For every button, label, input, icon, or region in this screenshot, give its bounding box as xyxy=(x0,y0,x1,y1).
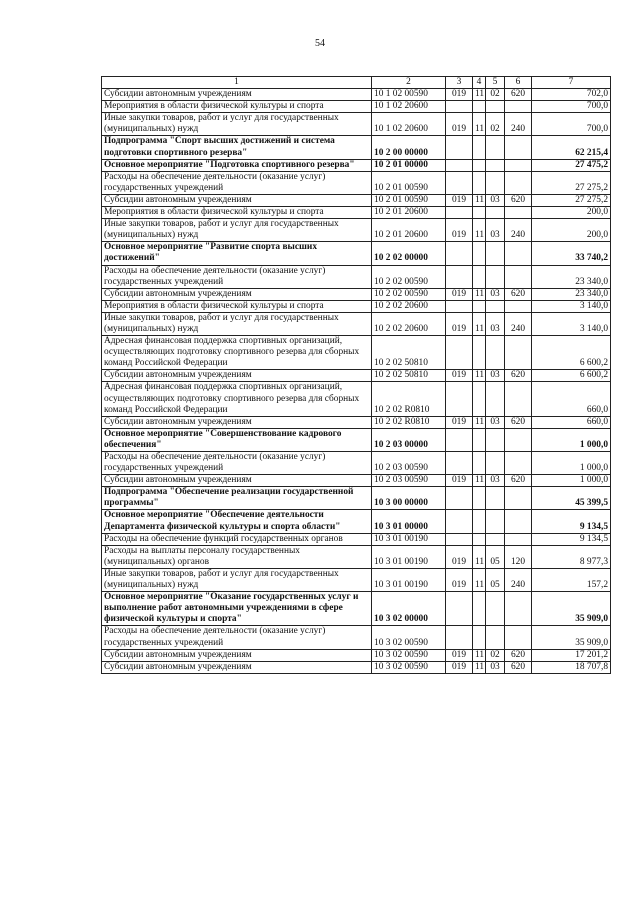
amount-cell: 45 399,5 xyxy=(532,487,611,510)
target-code-cell: 10 3 01 00000 xyxy=(372,510,446,533)
rz-code-cell: 11 xyxy=(473,568,486,591)
rz-code-cell xyxy=(473,336,486,370)
rz-code-cell xyxy=(473,626,486,649)
gr-code-cell: 019 xyxy=(446,370,473,382)
vr-code-cell: 620 xyxy=(505,370,532,382)
rz-code-cell xyxy=(473,592,486,626)
item-name-cell: Иные закупки товаров, работ и услуг для государственных (муниципальных) нужд xyxy=(102,568,372,591)
item-name-cell: Расходы на обеспечение деятельности (оказание услуг) государственных учреждений xyxy=(102,452,372,475)
pr-code-cell: 05 xyxy=(486,568,505,591)
amount-cell: 157,2 xyxy=(532,568,611,591)
item-name-cell: Субсидии автономным учреждениям xyxy=(102,370,372,382)
table-row xyxy=(102,649,611,661)
item-name-cell: Субсидии автономным учреждениям xyxy=(102,288,372,300)
target-code-cell: 10 3 02 00000 xyxy=(372,592,446,626)
item-name-cell: Субсидии автономным учреждениям xyxy=(102,661,372,673)
item-name-cell: Основное мероприятие "Развитие спорта высших достижений" xyxy=(102,242,372,265)
amount-cell: 27 275,2 xyxy=(532,194,611,206)
vr-code-cell xyxy=(505,101,532,113)
target-code-cell: 10 3 01 00190 xyxy=(372,568,446,591)
gr-code-cell: 019 xyxy=(446,568,473,591)
pr-code-cell xyxy=(486,242,505,265)
amount-cell: 6 600,2 xyxy=(532,336,611,370)
pr-code-cell: 02 xyxy=(486,649,505,661)
item-name-cell: Подпрограмма "Обеспечение реализации государственной программы" xyxy=(102,487,372,510)
pr-code-cell xyxy=(486,452,505,475)
target-code-cell: 10 2 03 00000 xyxy=(372,428,446,451)
table-row xyxy=(102,312,611,335)
gr-code-cell: 019 xyxy=(446,661,473,673)
vr-code-cell: 240 xyxy=(505,568,532,591)
gr-code-cell xyxy=(446,510,473,533)
item-name-cell: Мероприятия в области физической культуры и спорта xyxy=(102,101,372,113)
vr-code-cell: 620 xyxy=(505,661,532,673)
gr-code-cell xyxy=(446,336,473,370)
amount-cell: 3 140,0 xyxy=(532,312,611,335)
vr-code-cell: 620 xyxy=(505,416,532,428)
rz-code-cell xyxy=(473,300,486,312)
pr-code-cell xyxy=(486,101,505,113)
item-name-cell: Расходы на обеспечение деятельности (оказание услуг) государственных учреждений xyxy=(102,171,372,194)
vr-code-cell xyxy=(505,428,532,451)
vr-code-cell xyxy=(505,382,532,416)
target-code-cell: 10 2 02 00000 xyxy=(372,242,446,265)
gr-code-cell: 019 xyxy=(446,219,473,242)
gr-code-cell xyxy=(446,533,473,545)
rz-code-cell xyxy=(473,265,486,288)
gr-code-cell xyxy=(446,159,473,171)
target-code-cell: 10 2 02 00590 xyxy=(372,265,446,288)
rz-code-cell: 11 xyxy=(473,89,486,101)
gr-code-cell: 019 xyxy=(446,194,473,206)
table-row xyxy=(102,265,611,288)
target-code-cell: 10 2 02 00590 xyxy=(372,288,446,300)
pr-code-cell: 02 xyxy=(486,89,505,101)
table-row xyxy=(102,101,611,113)
vr-code-cell xyxy=(505,336,532,370)
pr-code-cell: 03 xyxy=(486,288,505,300)
item-name-cell: Расходы на выплаты персоналу государственных (муниципальных) органов xyxy=(102,545,372,568)
amount-cell: 17 201,2 xyxy=(532,649,611,661)
gr-code-cell xyxy=(446,382,473,416)
vr-code-cell xyxy=(505,265,532,288)
pr-code-cell: 02 xyxy=(486,113,505,136)
rz-code-cell: 11 xyxy=(473,416,486,428)
target-code-cell: 10 2 02 20600 xyxy=(372,312,446,335)
pr-code-cell xyxy=(486,336,505,370)
target-code-cell: 10 1 02 00590 xyxy=(372,89,446,101)
item-name-cell: Основное мероприятие "Обеспечение деятельности Департамента физической культуры и спорта области" xyxy=(102,510,372,533)
pr-code-cell xyxy=(486,510,505,533)
rz-code-cell: 11 xyxy=(473,545,486,568)
rz-code-cell xyxy=(473,101,486,113)
item-name-cell: Основное мероприятие "Подготовка спортивного резерва" xyxy=(102,159,372,171)
table-row xyxy=(102,661,611,673)
amount-cell: 23 340,0 xyxy=(532,288,611,300)
amount-cell: 700,0 xyxy=(532,101,611,113)
vr-code-cell xyxy=(505,487,532,510)
gr-code-cell xyxy=(446,626,473,649)
gr-code-cell xyxy=(446,101,473,113)
item-name-cell: Иные закупки товаров, работ и услуг для государственных (муниципальных) нужд xyxy=(102,113,372,136)
rz-code-cell xyxy=(473,533,486,545)
pr-code-cell: 03 xyxy=(486,194,505,206)
table-row xyxy=(102,336,611,370)
target-code-cell: 10 2 01 00000 xyxy=(372,159,446,171)
item-name-cell: Расходы на обеспечение деятельности (оказание услуг) государственных учреждений xyxy=(102,626,372,649)
target-code-cell: 10 2 01 20600 xyxy=(372,207,446,219)
amount-cell: 3 140,0 xyxy=(532,300,611,312)
vr-code-cell: 240 xyxy=(505,312,532,335)
vr-code-cell xyxy=(505,159,532,171)
rz-code-cell: 11 xyxy=(473,194,486,206)
table-row xyxy=(102,300,611,312)
gr-code-cell xyxy=(446,242,473,265)
amount-cell: 23 340,0 xyxy=(532,265,611,288)
pr-code-cell xyxy=(486,533,505,545)
budget-table xyxy=(101,76,611,674)
table-row xyxy=(102,452,611,475)
amount-cell: 35 909,0 xyxy=(532,592,611,626)
pr-code-cell: 03 xyxy=(486,416,505,428)
target-code-cell: 10 2 02 20600 xyxy=(372,300,446,312)
amount-cell: 6 600,2 xyxy=(532,370,611,382)
header-cell: 1 xyxy=(102,77,372,89)
table-row xyxy=(102,89,611,101)
vr-code-cell xyxy=(505,592,532,626)
vr-code-cell: 240 xyxy=(505,219,532,242)
target-code-cell: 10 2 03 00590 xyxy=(372,475,446,487)
rz-code-cell xyxy=(473,428,486,451)
header-cell: 3 xyxy=(446,77,473,89)
amount-cell: 62 215,4 xyxy=(532,136,611,159)
table-row xyxy=(102,370,611,382)
vr-code-cell xyxy=(505,300,532,312)
table-row xyxy=(102,136,611,159)
table-row xyxy=(102,382,611,416)
pr-code-cell xyxy=(486,626,505,649)
amount-cell: 200,0 xyxy=(532,219,611,242)
vr-code-cell: 620 xyxy=(505,288,532,300)
gr-code-cell: 019 xyxy=(446,89,473,101)
vr-code-cell xyxy=(505,136,532,159)
table-row xyxy=(102,416,611,428)
vr-code-cell: 240 xyxy=(505,113,532,136)
table-row xyxy=(102,194,611,206)
item-name-cell: Подпрограмма "Спорт высших достижений и система подготовки спортивного резерва" xyxy=(102,136,372,159)
gr-code-cell xyxy=(446,265,473,288)
target-code-cell: 10 3 02 00590 xyxy=(372,661,446,673)
rz-code-cell xyxy=(473,452,486,475)
item-name-cell: Основное мероприятие "Оказание государственных услуг и выполнение работ автономными учреждениями в сфере физической культуры и спорта" xyxy=(102,592,372,626)
item-name-cell: Основное мероприятие "Совершенствование кадрового обеспечения" xyxy=(102,428,372,451)
vr-code-cell xyxy=(505,533,532,545)
table-row xyxy=(102,626,611,649)
item-name-cell: Субсидии автономным учреждениям xyxy=(102,475,372,487)
vr-code-cell xyxy=(505,452,532,475)
header-cell: 6 xyxy=(505,77,532,89)
target-code-cell: 10 2 01 00590 xyxy=(372,171,446,194)
pr-code-cell xyxy=(486,171,505,194)
pr-code-cell xyxy=(486,159,505,171)
target-code-cell: 10 3 01 00190 xyxy=(372,545,446,568)
gr-code-cell xyxy=(446,428,473,451)
rz-code-cell xyxy=(473,207,486,219)
gr-code-cell: 019 xyxy=(446,312,473,335)
rz-code-cell: 11 xyxy=(473,370,486,382)
target-code-cell: 10 3 02 00590 xyxy=(372,649,446,661)
target-code-cell: 10 2 01 20600 xyxy=(372,219,446,242)
pr-code-cell xyxy=(486,428,505,451)
rz-code-cell xyxy=(473,171,486,194)
gr-code-cell: 019 xyxy=(446,113,473,136)
target-code-cell: 10 1 02 20600 xyxy=(372,101,446,113)
target-code-cell: 10 3 02 00590 xyxy=(372,626,446,649)
gr-code-cell xyxy=(446,452,473,475)
amount-cell: 27 475,2 xyxy=(532,159,611,171)
amount-cell: 27 275,2 xyxy=(532,171,611,194)
gr-code-cell: 019 xyxy=(446,649,473,661)
item-name-cell: Субсидии автономным учреждениям xyxy=(102,649,372,661)
table-row xyxy=(102,545,611,568)
item-name-cell: Мероприятия в области физической культуры и спорта xyxy=(102,207,372,219)
rz-code-cell: 11 xyxy=(473,288,486,300)
target-code-cell: 10 3 01 00190 xyxy=(372,533,446,545)
target-code-cell: 10 2 03 00590 xyxy=(372,452,446,475)
table-row xyxy=(102,219,611,242)
vr-code-cell: 620 xyxy=(505,194,532,206)
rz-code-cell xyxy=(473,382,486,416)
table-row xyxy=(102,288,611,300)
amount-cell: 660,0 xyxy=(532,382,611,416)
rz-code-cell: 11 xyxy=(473,219,486,242)
table-row xyxy=(102,592,611,626)
table-row xyxy=(102,487,611,510)
amount-cell: 33 740,2 xyxy=(532,242,611,265)
rz-code-cell xyxy=(473,510,486,533)
amount-cell: 18 707,8 xyxy=(532,661,611,673)
item-name-cell: Адресная финансовая поддержка спортивных организаций, осуществляющих подготовку спортивного резерва для сборных команд Российской Федерации xyxy=(102,336,372,370)
amount-cell: 8 977,3 xyxy=(532,545,611,568)
gr-code-cell xyxy=(446,207,473,219)
vr-code-cell xyxy=(505,626,532,649)
rz-code-cell xyxy=(473,136,486,159)
vr-code-cell: 620 xyxy=(505,649,532,661)
table-row xyxy=(102,207,611,219)
target-code-cell: 10 3 00 00000 xyxy=(372,487,446,510)
vr-code-cell xyxy=(505,242,532,265)
target-code-cell: 10 2 02 50810 xyxy=(372,370,446,382)
table-row xyxy=(102,159,611,171)
amount-cell: 35 909,0 xyxy=(532,626,611,649)
pr-code-cell: 03 xyxy=(486,475,505,487)
gr-code-cell: 019 xyxy=(446,475,473,487)
table-row xyxy=(102,568,611,591)
header-cell: 4 xyxy=(473,77,486,89)
amount-cell: 702,0 xyxy=(532,89,611,101)
pr-code-cell xyxy=(486,487,505,510)
rz-code-cell: 11 xyxy=(473,475,486,487)
item-name-cell: Субсидии автономным учреждениям xyxy=(102,194,372,206)
target-code-cell: 10 1 02 20600 xyxy=(372,113,446,136)
table-row xyxy=(102,510,611,533)
amount-cell: 1 000,0 xyxy=(532,452,611,475)
rz-code-cell: 11 xyxy=(473,661,486,673)
amount-cell: 700,0 xyxy=(532,113,611,136)
pr-code-cell xyxy=(486,265,505,288)
target-code-cell: 10 2 02 R0810 xyxy=(372,416,446,428)
amount-cell: 660,0 xyxy=(532,416,611,428)
pr-code-cell xyxy=(486,136,505,159)
pr-code-cell xyxy=(486,300,505,312)
header-cell: 5 xyxy=(486,77,505,89)
header-cell: 2 xyxy=(372,77,446,89)
vr-code-cell: 620 xyxy=(505,475,532,487)
target-code-cell: 10 2 02 50810 xyxy=(372,336,446,370)
table-row xyxy=(102,113,611,136)
amount-cell: 1 000,0 xyxy=(532,475,611,487)
vr-code-cell xyxy=(505,510,532,533)
table-row xyxy=(102,533,611,545)
pr-code-cell: 03 xyxy=(486,219,505,242)
item-name-cell: Субсидии автономным учреждениям xyxy=(102,416,372,428)
item-name-cell: Иные закупки товаров, работ и услуг для государственных (муниципальных) нужд xyxy=(102,312,372,335)
vr-code-cell xyxy=(505,207,532,219)
item-name-cell: Субсидии автономным учреждениям xyxy=(102,89,372,101)
item-name-cell: Мероприятия в области физической культуры и спорта xyxy=(102,300,372,312)
gr-code-cell xyxy=(446,300,473,312)
table-row xyxy=(102,171,611,194)
amount-cell: 9 134,5 xyxy=(532,510,611,533)
pr-code-cell xyxy=(486,207,505,219)
rz-code-cell xyxy=(473,242,486,265)
amount-cell: 9 134,5 xyxy=(532,533,611,545)
target-code-cell: 10 2 00 00000 xyxy=(372,136,446,159)
target-code-cell: 10 2 02 R0810 xyxy=(372,382,446,416)
gr-code-cell: 019 xyxy=(446,288,473,300)
pr-code-cell xyxy=(486,382,505,416)
page-number: 54 xyxy=(315,38,325,49)
rz-code-cell: 11 xyxy=(473,312,486,335)
pr-code-cell: 05 xyxy=(486,545,505,568)
vr-code-cell xyxy=(505,171,532,194)
table-row xyxy=(102,475,611,487)
vr-code-cell: 620 xyxy=(505,89,532,101)
item-name-cell: Расходы на обеспечение функций государственных органов xyxy=(102,533,372,545)
rz-code-cell xyxy=(473,159,486,171)
header-row xyxy=(102,77,611,89)
gr-code-cell xyxy=(446,136,473,159)
item-name-cell: Иные закупки товаров, работ и услуг для государственных (муниципальных) нужд xyxy=(102,219,372,242)
rz-code-cell xyxy=(473,487,486,510)
gr-code-cell xyxy=(446,171,473,194)
amount-cell: 1 000,0 xyxy=(532,428,611,451)
rz-code-cell: 11 xyxy=(473,649,486,661)
item-name-cell: Расходы на обеспечение деятельности (оказание услуг) государственных учреждений xyxy=(102,265,372,288)
gr-code-cell xyxy=(446,592,473,626)
header-cell: 7 xyxy=(532,77,611,89)
pr-code-cell xyxy=(486,592,505,626)
table-row xyxy=(102,242,611,265)
pr-code-cell: 03 xyxy=(486,661,505,673)
gr-code-cell: 019 xyxy=(446,545,473,568)
pr-code-cell: 03 xyxy=(486,370,505,382)
gr-code-cell xyxy=(446,487,473,510)
rz-code-cell: 11 xyxy=(473,113,486,136)
table-row xyxy=(102,428,611,451)
item-name-cell: Адресная финансовая поддержка спортивных организаций, осуществляющих подготовку спортивного резерва для сборных команд Российской Федерации xyxy=(102,382,372,416)
gr-code-cell: 019 xyxy=(446,416,473,428)
target-code-cell: 10 2 01 00590 xyxy=(372,194,446,206)
amount-cell: 200,0 xyxy=(532,207,611,219)
vr-code-cell: 120 xyxy=(505,545,532,568)
pr-code-cell: 03 xyxy=(486,312,505,335)
